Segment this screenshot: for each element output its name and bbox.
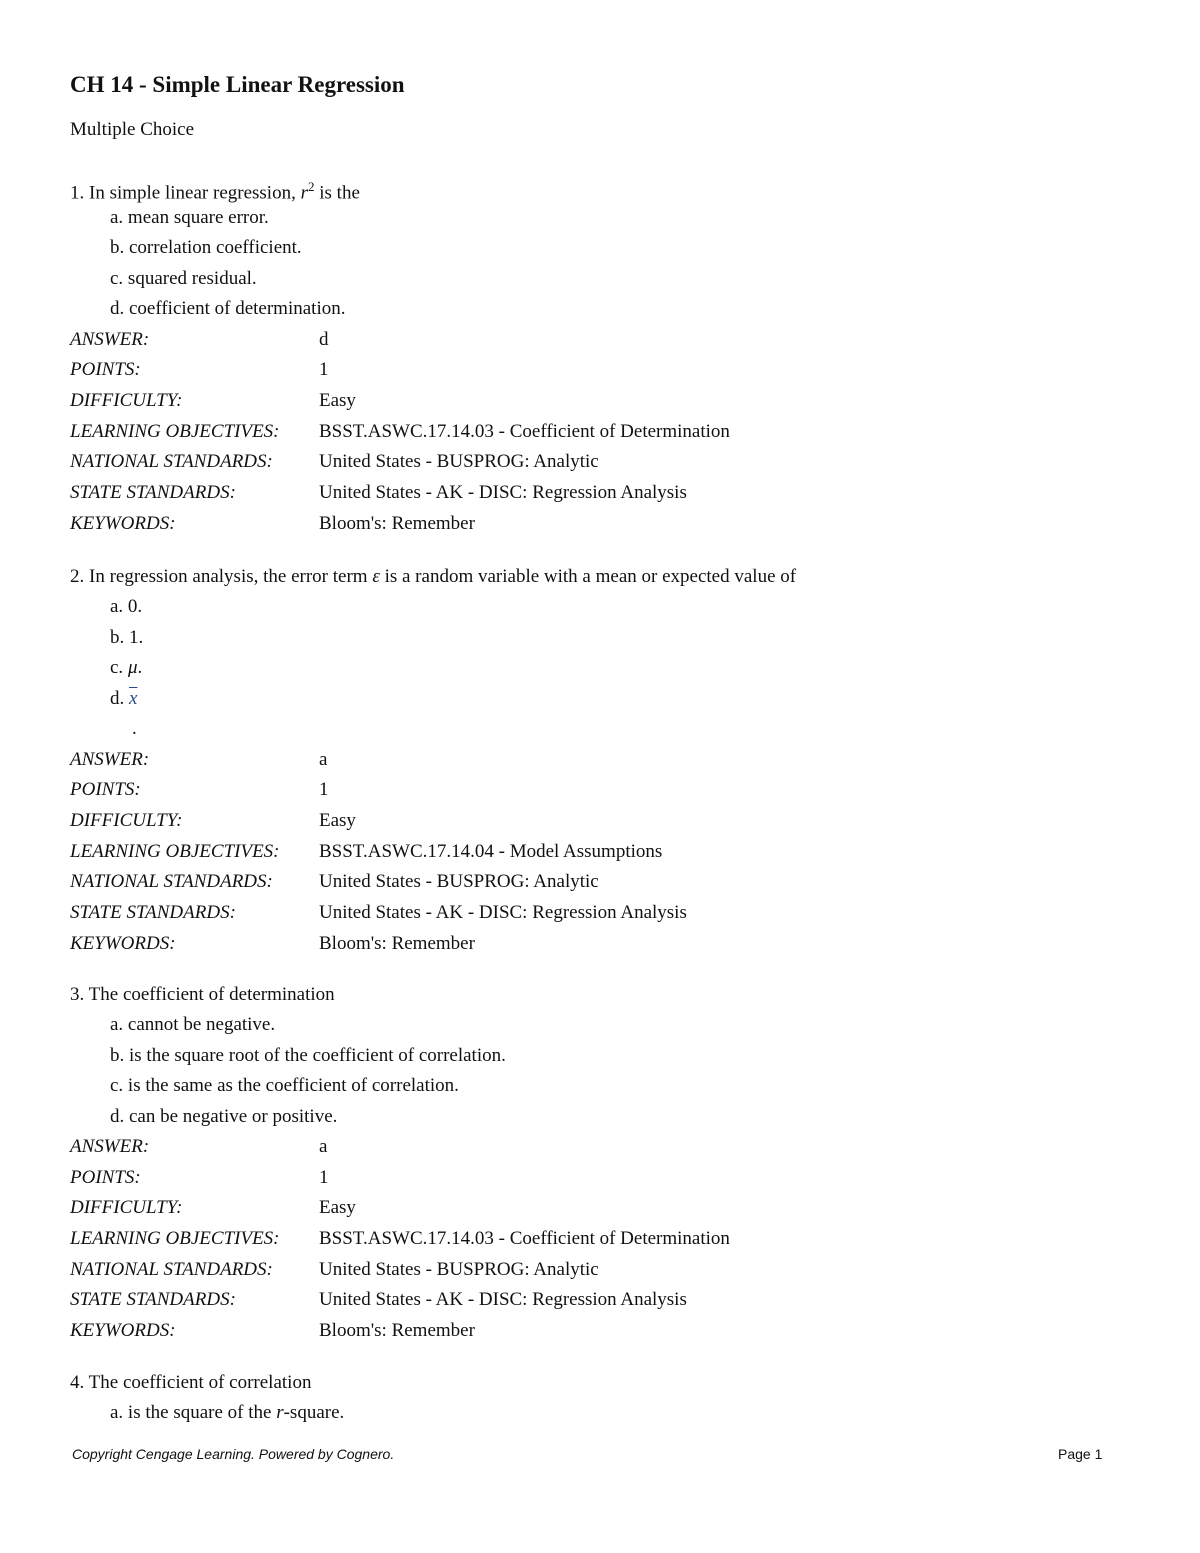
question-stem: 1. In simple linear regression, $r^2$ is the xyxy=(70,179,360,204)
answer-option: c. squared residual. xyxy=(110,267,257,289)
meta-national-standards: NATIONAL STANDARDS: United States - BUSPROG: Analytic xyxy=(70,871,599,893)
meta-state-standards: STATE STANDARDS: United States - AK - DISC: Regression Analysis xyxy=(70,481,687,503)
meta-difficulty: DIFFICULTY: Easy xyxy=(70,389,356,411)
meta-learning-objectives: LEARNING OBJECTIVES: BSST.ASWC.17.14.03 - Coefficient of Determination xyxy=(70,1228,730,1250)
footer-copyright: Copyright Cengage Learning. Powered by Cognero. xyxy=(72,1446,395,1462)
answer-option: a. cannot be negative. xyxy=(110,1014,276,1035)
answer-option: d. $\overline{x}$ xyxy=(110,687,138,709)
meta-difficulty: DIFFICULTY: Easy xyxy=(70,809,356,831)
answer-option: a. 0. xyxy=(110,596,143,617)
answer-option: d. coefficient of determination. xyxy=(110,298,346,319)
answer-option: b. correlation coefficient. xyxy=(110,237,302,258)
question-1 xyxy=(70,172,730,539)
question-4 xyxy=(70,1368,344,1429)
meta-answer: ANSWER: a xyxy=(70,1136,328,1157)
meta-answer: ANSWER: a xyxy=(70,748,328,770)
meta-keywords: KEYWORDS: Bloom's: Remember xyxy=(70,932,475,954)
meta-keywords: KEYWORDS: Bloom's: Remember xyxy=(70,512,475,534)
question-stem: 2. In regression analysis, the error term ε is a random variable with a mean or expected value of xyxy=(70,566,797,587)
answer-option: d. can be negative or positive. xyxy=(110,1105,338,1127)
meta-points: POINTS: 1 xyxy=(70,779,329,801)
option-trailing-period: . xyxy=(132,718,137,739)
page-title: CH 14 - Simple Linear Regression xyxy=(70,72,405,97)
meta-learning-objectives: LEARNING OBJECTIVES: BSST.ASWC.17.14.04 - Model Assumptions xyxy=(70,840,663,862)
question-stem: 4. The coefficient of correlation xyxy=(70,1372,312,1393)
answer-option: b. is the square root of the coefficient of correlation. xyxy=(110,1044,506,1066)
meta-state-standards: STATE STANDARDS: United States - AK - DISC: Regression Analysis xyxy=(70,901,687,923)
meta-points: POINTS: 1 xyxy=(70,359,329,381)
meta-keywords: KEYWORDS: Bloom's: Remember xyxy=(70,1320,475,1342)
meta-points: POINTS: 1 xyxy=(70,1166,329,1188)
x-bar-symbol: $\overline{x}$ xyxy=(129,687,138,709)
question-2 xyxy=(70,562,796,959)
meta-difficulty: DIFFICULTY: Easy xyxy=(70,1197,356,1219)
question-stem: 3. The coefficient of determination xyxy=(70,984,335,1005)
question-3 xyxy=(70,980,730,1347)
meta-answer: ANSWER: d xyxy=(70,328,329,350)
meta-national-standards: NATIONAL STANDARDS: United States - BUSPROG: Analytic xyxy=(70,451,599,473)
meta-learning-objectives: LEARNING OBJECTIVES: BSST.ASWC.17.14.03 - Coefficient of Determination xyxy=(70,420,730,442)
answer-option: a. is the square of the r-square. xyxy=(110,1402,345,1423)
meta-national-standards: NATIONAL STANDARDS: United States - BUSPROG: Analytic xyxy=(70,1258,599,1280)
meta-state-standards: STATE STANDARDS: United States - AK - DISC: Regression Analysis xyxy=(70,1289,687,1311)
answer-option: c. μ. xyxy=(110,657,143,678)
answer-option: c. is the same as the coefficient of correlation. xyxy=(110,1075,459,1096)
section-heading: Multiple Choice xyxy=(70,119,195,140)
answer-option: b. 1. xyxy=(110,626,144,648)
answer-option: a. mean square error. xyxy=(110,206,269,228)
footer-page-number: Page 1 xyxy=(1058,1446,1103,1462)
